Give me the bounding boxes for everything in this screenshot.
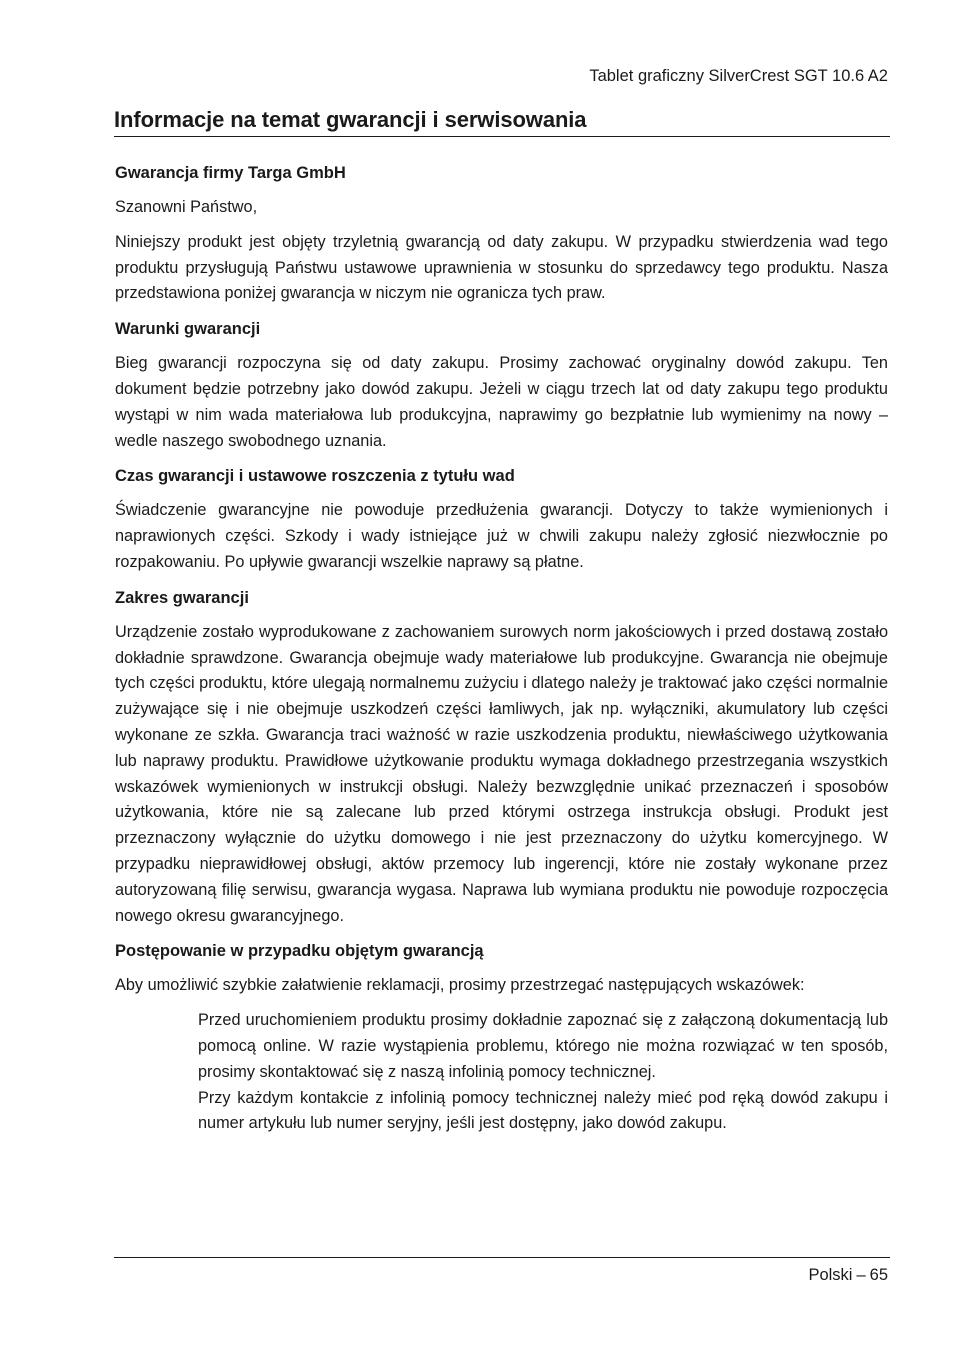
page-title-block	[114, 106, 890, 137]
footer-rule	[114, 1257, 890, 1258]
salutation: Szanowni Państwo,	[115, 198, 258, 216]
body-paragraph: Bieg gwarancji rozpoczyna się od daty zakupu. Prosimy zachować oryginalny dowód zakupu. Ten dokument będzie potrzebny jako dowód zakupu. Jeżeli w ciągu trzech lat od daty zakupu tego produktu wystąpi w nim wada materiałowa lub produkcyjna, naprawimy go bezpłatnie lub wymienimy na nowy – wedle naszego swobodnego uznania.	[115, 354, 888, 450]
section-heading-warranty-scope: Zakres gwarancji	[115, 588, 249, 607]
body-paragraph: Niniejszy produkt jest objęty trzyletnią gwarancją od daty zakupu. W przypadku stwierdzenia wad tego produktu przysługują Państwu ustawowe uprawnienia w stosunku do sprzedawcy tego produktu. Nasza przedstawiona poniżej gwarancja w niczym nie ogranicza tych praw.	[115, 232, 888, 303]
instruction-paragraph: Przy każdym kontakcie z infolinią pomocy technicznej należy mieć pod ręką dowód zakupu i numer artykułu lub numer seryjny, jeśli jest dostępny, jako dowód zakupu.	[198, 1088, 888, 1133]
section-heading-warranty-period: Czas gwarancji i ustawowe roszczenia z tytułu wad	[115, 467, 515, 486]
section-heading-manufacturer-warranty: Gwarancja firmy Targa GmbH	[115, 164, 346, 182]
page-number: 65	[869, 1266, 888, 1284]
body-paragraph: Urządzenie zostało wyprodukowane z zachowaniem surowych norm jakościowych i przed dostawą zostało dokładnie sprawdzone. Gwarancja obejmuje wady materiałowe lub produkcyjne. Gwarancja nie obejmuje tych części produktu, które ulegają normalnemu zużyciu i dlatego należy je traktować jako części normalnie zużywające się i nie obejmuje uszkodzeń części łamliwych, jak np. wyłączniki, akumulatory lub części wykonane ze szkła. Gwarancja traci ważność w razie uszkodzenia produktu, niewłaściwego użytkowania lub naprawy produktu. Prawidłowe użytkowanie produktu wymaga dokładnego przestrzegania wszystkich wskazówek wymienionych w instrukcji obsługi. Należy bezwzględnie unikać przeznaczeń i sposobów użytkowania, które nie są zalecane lub przed którymi ostrzega instrukcja obsługi. Produkt jest przeznaczony wyłącznie do użytku domowego i nie jest przeznaczony do użytku komercyjnego. W przypadku nieprawidłowej obsługi, aktów przemocy lub ingerencji, które nie zostały wykonane przez autoryzowaną filię serwisu, gwarancja wygasa. Naprawa lub wymiana produktu nie powoduje rozpoczęcia nowego okresu gwarancyjnego.	[115, 622, 888, 925]
section-heading-warranty-procedure: Postępowanie w przypadku objętym gwarancją	[115, 942, 484, 961]
footer-language: Polski	[808, 1266, 853, 1284]
body-paragraph: Aby umożliwić szybkie załatwienie reklamacji, prosimy przestrzegać następujących wskazówek:	[115, 976, 805, 995]
section-heading-warranty-conditions: Warunki gwarancji	[115, 320, 261, 339]
running-header: Tablet graficzny SilverCrest SGT 10.6 A2	[589, 67, 888, 85]
running-footer	[808, 1264, 888, 1286]
page-title: Informacje na temat gwarancji i serwisowania	[114, 107, 587, 132]
instruction-paragraph: Przed uruchomieniem produktu prosimy dokładnie zapoznać się z załączoną dokumentacją lub pomocą online. W razie wystąpienia problemu, którego nie można rozwiązać w ten sposób, prosimy skontaktować się z naszą infolinią pomocy technicznej.	[198, 1011, 888, 1081]
indented-instructions	[198, 1008, 888, 1137]
document-body	[115, 160, 888, 1137]
footer-separator: –	[856, 1266, 866, 1284]
body-paragraph: Świadczenie gwarancyjne nie powoduje przedłużenia gwarancji. Dotyczy to także wymienionych i naprawionych części. Szkody i wady istniejące już w chwili zakupu należy zgłosić niezwłocznie po rozpakowaniu. Po upływie gwarancji wszelkie naprawy są płatne.	[115, 501, 888, 571]
